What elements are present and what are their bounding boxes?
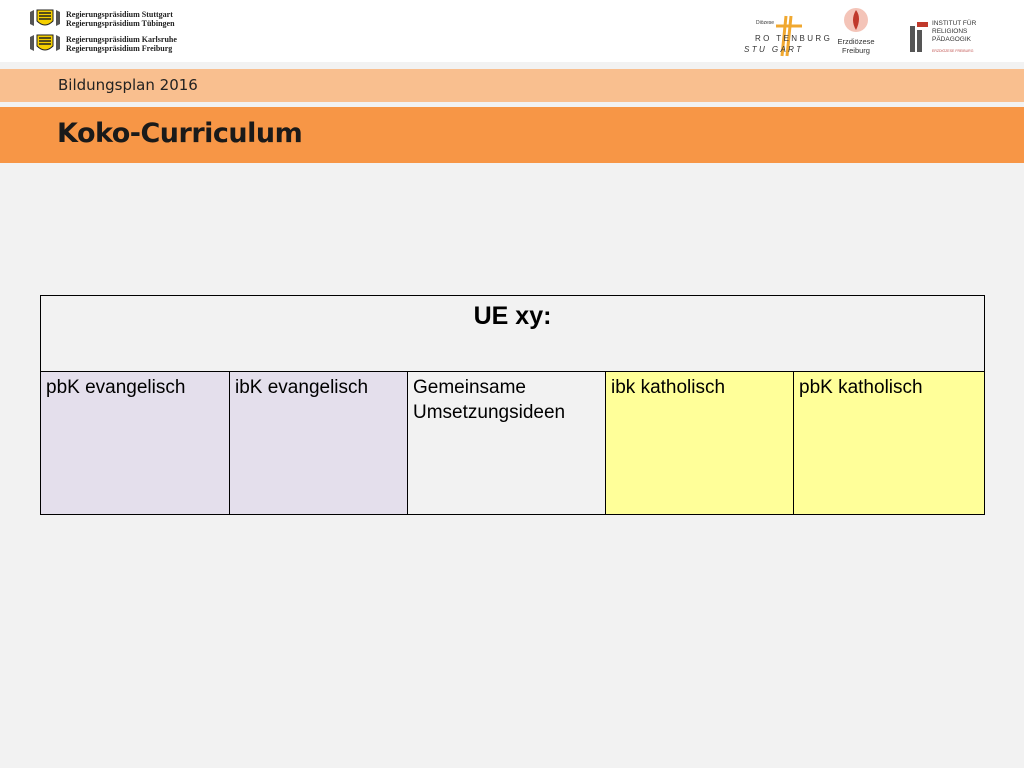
table-heading: UE xy: [41,296,985,372]
cell-pbk-evangelisch: pbK evangelisch [41,372,230,515]
erzdioezese-line1: Erzdiözese [837,37,875,46]
institute-text [932,20,976,44]
diocese-line1: RO TENBURG [755,34,833,43]
institute-line2: RELIGIONS [932,28,968,35]
rp-logo-text [66,35,177,53]
diocese-rottenburg-logo [742,14,833,58]
rp-logo-text [66,10,175,28]
erzdioezese-line2: Freiburg [842,46,870,55]
institute-small-label: ERZDIÖZESE FREIBURG [932,49,974,53]
diocese-line2: STU GART [744,45,804,54]
diocese-small-label: Diözese [756,20,775,26]
coat-of-arms-icon [28,33,62,55]
slide-title: Koko-Curriculum [57,118,303,149]
rp-line: Regierungspräsidium Freiburg [66,44,173,53]
rp-line: Regierungspräsidium Karlsruhe [66,35,177,44]
erzdioezese-freiburg-logo [832,6,880,58]
subtitle-bar [0,69,1024,102]
erzdioezese-text [832,37,880,55]
cell-ibk-evangelisch: ibK evangelisch [230,372,408,515]
curriculum-table [40,295,985,515]
rp-logo-karlsruhe-freiburg [28,33,177,55]
title-bar [0,107,1024,163]
cell-ibk-katholisch: ibk katholisch [606,372,794,515]
cell-gemeinsame-umsetzungsideen: Gemeinsame Umsetzungsideen [408,372,606,515]
coat-of-arms-icon [28,8,62,30]
rp-logo-stuttgart-tuebingen [28,8,175,30]
table-row [41,372,985,515]
rp-line: Regierungspräsidium Tübingen [66,19,175,28]
institute-line1: INSTITUT FÜR [932,20,977,27]
institute-line3: PÄDAGOGIK [932,36,972,43]
logo-header [0,0,1024,62]
rp-line: Regierungspräsidium Stuttgart [66,10,173,19]
institut-religionspaedagogik-logo [908,20,990,56]
slide-subtitle: Bildungsplan 2016 [58,76,198,94]
table-header-row [41,296,985,372]
cell-pbk-katholisch: pbK katholisch [794,372,985,515]
institute-mark-icon [908,20,930,54]
flame-icon [842,6,870,38]
